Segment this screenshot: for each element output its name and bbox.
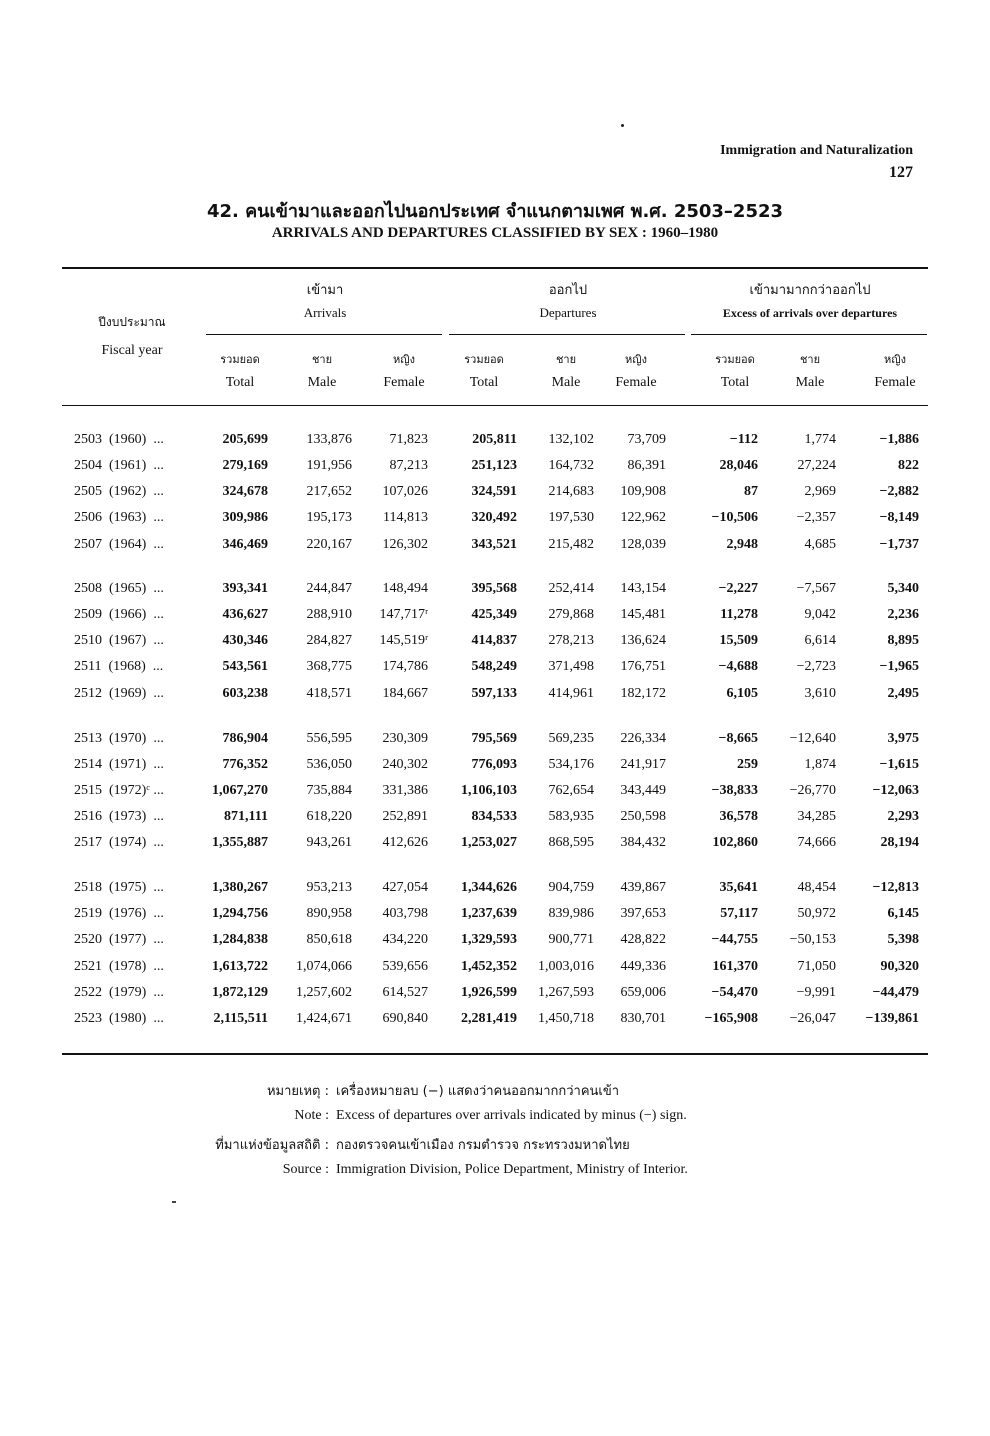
table-cell: 145,481 <box>620 607 666 622</box>
fiscal-year-label: 2514 (1971) ... <box>74 757 164 772</box>
table-cell: 735,884 <box>306 783 352 798</box>
table-cell: 1,067,270 <box>212 783 268 798</box>
table-cell: 5,398 <box>887 932 919 947</box>
table-cell: 397,653 <box>620 906 666 921</box>
table-cell: 776,093 <box>471 757 517 772</box>
table-cell: 6,145 <box>887 906 919 921</box>
table-cell: 536,050 <box>306 757 352 772</box>
fiscal-year-label: 2523 (1980) ... <box>74 1011 164 1026</box>
table-cell: 174,786 <box>382 659 428 674</box>
group-header-excess-english: Excess of arrivals over departures <box>722 306 898 320</box>
table-cell: 244,847 <box>306 581 352 596</box>
table-cell: 147,717ʳ <box>379 607 428 622</box>
group-header-arrivals-english: Arrivals <box>303 305 347 320</box>
table-cell: 436,627 <box>222 607 268 622</box>
table-cell: 6,614 <box>804 633 836 648</box>
table-cell: −112 <box>729 432 758 447</box>
table-cell: 136,624 <box>620 633 666 648</box>
table-cell: 133,876 <box>306 432 352 447</box>
table-cell: 569,235 <box>548 731 594 746</box>
table-cell: 943,261 <box>306 835 352 850</box>
table-cell: 2,495 <box>887 686 919 701</box>
table-cell: 403,798 <box>382 906 428 921</box>
table-cell: 393,341 <box>222 581 268 596</box>
table-cell: 583,935 <box>548 809 594 824</box>
table-cell: 90,320 <box>880 959 919 974</box>
table-cell: 371,498 <box>548 659 594 674</box>
table-cell: 1,294,756 <box>212 906 268 921</box>
table-cell: 1,237,639 <box>461 906 517 921</box>
table-cell: 176,751 <box>620 659 666 674</box>
fiscal-year-label: 2516 (1973) ... <box>74 809 164 824</box>
fiscal-year-label: 2506 (1963) ... <box>74 510 164 525</box>
table-cell: −26,047 <box>789 1011 836 1026</box>
table-cell: 548,249 <box>471 659 517 674</box>
table-cell: 2,948 <box>726 537 758 552</box>
table-title-english: ARRIVALS AND DEPARTURES CLASSIFIED BY SEX : 1960–1980 <box>271 225 719 241</box>
table-cell: 50,972 <box>797 906 836 921</box>
table-cell: 1,253,027 <box>461 835 517 850</box>
table-cell: 107,026 <box>382 484 428 499</box>
fiscal-year-label: 2520 (1977) ... <box>74 932 164 947</box>
table-cell: 148,494 <box>382 581 428 596</box>
table-cell: 27,224 <box>797 458 836 473</box>
table-cell: 343,521 <box>471 537 517 552</box>
subcolumn-header-thai: รวมยอด <box>464 353 504 366</box>
table-cell: −165,908 <box>704 1011 758 1026</box>
table-cell: 1,874 <box>804 757 836 772</box>
table-cell: 871,111 <box>224 809 268 824</box>
table-cell: 822 <box>898 458 919 473</box>
table-cell: 35,641 <box>719 880 758 895</box>
table-cell: −10,506 <box>711 510 758 525</box>
table-cell: 251,123 <box>471 458 517 473</box>
note-label: Source : <box>282 1162 329 1177</box>
table-cell: 1,380,267 <box>212 880 268 895</box>
table-cell: 2,236 <box>887 607 919 622</box>
table-cell: −44,755 <box>711 932 758 947</box>
table-cell: 28,046 <box>719 458 758 473</box>
table-cell: 1,267,593 <box>538 985 594 1000</box>
table-cell: 834,533 <box>471 809 517 824</box>
table-cell: 428,822 <box>620 932 666 947</box>
table-cell: 259 <box>737 757 758 772</box>
table-cell: 597,133 <box>471 686 517 701</box>
table-cell: −26,770 <box>789 783 836 798</box>
group-header-arrivals-thai: เข้ามา <box>306 283 344 298</box>
note-text: กองตรวจคนเข้าเมือง กรมตำรวจ กระทรวงมหาดไทย <box>336 1138 630 1153</box>
table-cell: 114,813 <box>383 510 428 525</box>
table-title-thai: 42. คนเข้ามาและออกไปนอกประเทศ จำแนกตามเพศ พ.ศ. 2503–2523 <box>206 201 784 222</box>
note-label: หมายเหตุ : <box>266 1084 329 1099</box>
table-cell: −44,479 <box>872 985 919 1000</box>
group-underline-arrivals <box>206 334 442 335</box>
table-cell: 368,775 <box>306 659 352 674</box>
table-cell: 324,591 <box>471 484 517 499</box>
note-text: เครื่องหมายลบ (−) แสดงว่าคนออกมากกว่าคนเข้า <box>336 1084 620 1099</box>
table-cell: 539,656 <box>382 959 428 974</box>
table-cell: 2,969 <box>804 484 836 499</box>
group-header-departures-english: Departures <box>539 305 597 320</box>
table-cell: 87,213 <box>389 458 428 473</box>
table-cell: 904,759 <box>548 880 594 895</box>
table-cell: 868,595 <box>548 835 594 850</box>
table-cell: 395,568 <box>471 581 517 596</box>
fiscal-year-label: 2513 (1970) ... <box>74 731 164 746</box>
table-cell: 603,238 <box>222 686 268 701</box>
fiscal-year-label: 2508 (1965) ... <box>74 581 164 596</box>
table-cell: 197,530 <box>548 510 594 525</box>
table-cell: 48,454 <box>797 880 836 895</box>
table-cell: 191,956 <box>306 458 352 473</box>
table-cell: 414,961 <box>548 686 594 701</box>
table-cell: 346,469 <box>222 537 268 552</box>
table-cell: 1,450,718 <box>538 1011 594 1026</box>
table-cell: −4,688 <box>718 659 758 674</box>
table-cell: −7,567 <box>796 581 836 596</box>
table-cell: 230,309 <box>382 731 428 746</box>
table-cell: 36,578 <box>719 809 758 824</box>
group-header-excess-thai: เข้ามามากกว่าออกไป <box>749 283 871 298</box>
table-cell: 161,370 <box>712 959 758 974</box>
table-cell: 9,042 <box>804 607 836 622</box>
subcolumn-header-thai: รวมยอด <box>715 353 755 366</box>
table-cell: 776,352 <box>222 757 268 772</box>
table-cell: 331,386 <box>382 783 428 798</box>
table-cell: 74,666 <box>797 835 836 850</box>
table-cell: 690,840 <box>382 1011 428 1026</box>
table-cell: −12,640 <box>789 731 836 746</box>
table-cell: −50,153 <box>789 932 836 947</box>
table-cell: 2,293 <box>887 809 919 824</box>
table-cell: −54,470 <box>711 985 758 1000</box>
table-cell: 205,811 <box>472 432 517 447</box>
table-cell: 850,618 <box>306 932 352 947</box>
fiscal-year-label: 2503 (1960) ... <box>74 432 164 447</box>
header-rule <box>62 405 928 406</box>
table-cell: 412,626 <box>382 835 428 850</box>
subcolumn-header-english: Male <box>551 375 581 390</box>
table-cell: 3,610 <box>804 686 836 701</box>
table-cell: 427,054 <box>382 880 428 895</box>
subcolumn-header-english: Total <box>469 375 499 390</box>
table-cell: 343,449 <box>620 783 666 798</box>
table-cell: 205,699 <box>222 432 268 447</box>
fiscal-year-label: 2505 (1962) ... <box>74 484 164 499</box>
table-cell: 241,917 <box>620 757 666 772</box>
note-label: Note : <box>294 1108 329 1123</box>
table-cell: 220,167 <box>306 537 352 552</box>
table-cell: 288,910 <box>306 607 352 622</box>
fiscal-year-label: 2522 (1979) ... <box>74 985 164 1000</box>
table-cell: −8,665 <box>718 731 758 746</box>
table-cell: 182,172 <box>620 686 666 701</box>
speck-mark <box>621 124 624 127</box>
table-cell: 320,492 <box>471 510 517 525</box>
table-cell: 252,891 <box>382 809 428 824</box>
table-cell: 11,278 <box>720 607 758 622</box>
table-cell: 2,115,511 <box>213 1011 268 1026</box>
subcolumn-header-thai: หญิง <box>625 353 647 366</box>
fiscal-year-label: 2509 (1966) ... <box>74 607 164 622</box>
subcolumn-header-thai: รวมยอด <box>220 353 260 366</box>
table-cell: 1,284,838 <box>212 932 268 947</box>
table-cell: 953,213 <box>306 880 352 895</box>
table-cell: 1,257,602 <box>296 985 352 1000</box>
fiscal-year-label: 2521 (1978) ... <box>74 959 164 974</box>
table-cell: 425,349 <box>471 607 517 622</box>
subcolumn-header-english: Male <box>307 375 337 390</box>
table-cell: 830,701 <box>620 1011 666 1026</box>
table-cell: 414,837 <box>471 633 517 648</box>
table-cell: −12,063 <box>872 783 919 798</box>
table-cell: 324,678 <box>222 484 268 499</box>
table-cell: 250,598 <box>620 809 666 824</box>
table-cell: 430,346 <box>222 633 268 648</box>
table-cell: 87 <box>744 484 758 499</box>
table-cell: 839,986 <box>548 906 594 921</box>
table-cell: 73,709 <box>627 432 666 447</box>
table-cell: 418,571 <box>306 686 352 701</box>
margin-mark <box>172 1201 176 1203</box>
table-cell: 28,194 <box>880 835 919 850</box>
table-cell: 34,285 <box>797 809 836 824</box>
table-cell: 217,652 <box>306 484 352 499</box>
table-cell: 57,117 <box>720 906 758 921</box>
fiscal-year-label: 2512 (1969) ... <box>74 686 164 701</box>
table-cell: 1,003,016 <box>538 959 594 974</box>
table-cell: 659,006 <box>620 985 666 1000</box>
stub-header-thai: ปีงบประมาณ <box>98 315 166 329</box>
table-cell: −2,882 <box>879 484 919 499</box>
table-cell: 215,482 <box>548 537 594 552</box>
note-text: Excess of departures over arrivals indicated by minus (−) sign. <box>336 1108 687 1123</box>
fiscal-year-label: 2519 (1976) ... <box>74 906 164 921</box>
table-cell: 1,613,722 <box>212 959 268 974</box>
table-cell: 71,823 <box>389 432 428 447</box>
subcolumn-header-english: Female <box>383 375 425 390</box>
table-cell: 2,281,419 <box>461 1011 517 1026</box>
table-cell: 240,302 <box>382 757 428 772</box>
table-cell: 439,867 <box>620 880 666 895</box>
bottom-rule <box>62 1053 928 1055</box>
table-cell: 1,329,593 <box>461 932 517 947</box>
table-cell: 1,926,599 <box>461 985 517 1000</box>
table-cell: 1,106,103 <box>461 783 517 798</box>
table-cell: −1,615 <box>879 757 919 772</box>
group-underline-departures <box>449 334 685 335</box>
table-cell: 434,220 <box>382 932 428 947</box>
table-cell: 1,774 <box>804 432 836 447</box>
table-cell: −2,723 <box>796 659 836 674</box>
table-cell: 279,169 <box>222 458 268 473</box>
table-cell: −2,357 <box>796 510 836 525</box>
table-cell: 5,340 <box>887 581 919 596</box>
table-cell: −1,737 <box>879 537 919 552</box>
subcolumn-header-thai: ชาย <box>555 353 577 366</box>
table-cell: 384,432 <box>620 835 666 850</box>
table-cell: −12,813 <box>872 880 919 895</box>
table-cell: 4,685 <box>804 537 836 552</box>
table-cell: −8,149 <box>879 510 919 525</box>
table-cell: 284,827 <box>306 633 352 648</box>
table-cell: 86,391 <box>627 458 666 473</box>
table-cell: −1,965 <box>879 659 919 674</box>
table-cell: 1,872,129 <box>212 985 268 1000</box>
table-cell: 1,074,066 <box>296 959 352 974</box>
subcolumn-header-thai: ชาย <box>799 353 821 366</box>
top-rule <box>62 267 928 269</box>
table-cell: 614,527 <box>382 985 428 1000</box>
group-underline-excess <box>691 334 927 335</box>
table-cell: 618,220 <box>306 809 352 824</box>
table-cell: 1,355,887 <box>212 835 268 850</box>
table-cell: 122,962 <box>620 510 666 525</box>
table-cell: 543,561 <box>222 659 268 674</box>
fiscal-year-label: 2517 (1974) ... <box>74 835 164 850</box>
table-cell: 6,105 <box>726 686 758 701</box>
table-cell: 128,039 <box>620 537 666 552</box>
table-cell: 226,334 <box>620 731 666 746</box>
table-cell: 3,975 <box>887 731 919 746</box>
subcolumn-header-english: Female <box>615 375 657 390</box>
table-cell: 164,732 <box>548 458 594 473</box>
section-title: Immigration and Naturalization <box>720 143 913 158</box>
table-cell: 279,868 <box>548 607 594 622</box>
stub-header-english: Fiscal year <box>101 343 163 358</box>
table-cell: 214,683 <box>548 484 594 499</box>
subcolumn-header-thai: ชาย <box>311 353 333 366</box>
table-cell: 1,452,352 <box>461 959 517 974</box>
subcolumn-header-thai: หญิง <box>884 353 906 366</box>
table-cell: 900,771 <box>548 932 594 947</box>
table-cell: 8,895 <box>887 633 919 648</box>
fiscal-year-label: 2511 (1968) ... <box>74 659 164 674</box>
table-cell: 556,595 <box>306 731 352 746</box>
table-cell: 145,519ʳ <box>379 633 428 648</box>
table-cell: 109,908 <box>620 484 666 499</box>
subcolumn-header-thai: หญิง <box>393 353 415 366</box>
note-label: ที่มาแห่งข้อมูลสถิติ : <box>215 1138 329 1153</box>
table-cell: 786,904 <box>222 731 268 746</box>
table-cell: 1,424,671 <box>296 1011 352 1026</box>
fiscal-year-label: 2504 (1961) ... <box>74 458 164 473</box>
table-cell: 449,336 <box>620 959 666 974</box>
page-number: 127 <box>889 164 913 181</box>
table-cell: 890,958 <box>306 906 352 921</box>
table-cell: −139,861 <box>865 1011 919 1026</box>
table-cell: 278,213 <box>548 633 594 648</box>
note-text: Immigration Division, Police Department, Ministry of Interior. <box>336 1162 688 1177</box>
table-cell: −38,833 <box>711 783 758 798</box>
subcolumn-header-english: Male <box>795 375 825 390</box>
table-cell: −9,991 <box>796 985 836 1000</box>
table-cell: 309,986 <box>222 510 268 525</box>
subcolumn-header-english: Total <box>225 375 255 390</box>
table-cell: −2,227 <box>718 581 758 596</box>
table-cell: 1,344,626 <box>461 880 517 895</box>
subcolumn-header-english: Total <box>720 375 750 390</box>
table-cell: 132,102 <box>548 432 594 447</box>
table-cell: 184,667 <box>382 686 428 701</box>
table-cell: 143,154 <box>620 581 666 596</box>
table-cell: 71,050 <box>797 959 836 974</box>
table-cell: 534,176 <box>548 757 594 772</box>
fiscal-year-label: 2515 (1972)ᶜ ... <box>74 783 164 798</box>
table-cell: 252,414 <box>548 581 594 596</box>
table-cell: 126,302 <box>382 537 428 552</box>
group-header-departures-thai: ออกไป <box>548 283 588 298</box>
table-cell: 102,860 <box>712 835 758 850</box>
table-cell: 15,509 <box>719 633 758 648</box>
table-cell: 795,569 <box>471 731 517 746</box>
fiscal-year-label: 2507 (1964) ... <box>74 537 164 552</box>
table-cell: −1,886 <box>879 432 919 447</box>
table-cell: 195,173 <box>306 510 352 525</box>
subcolumn-header-english: Female <box>874 375 916 390</box>
fiscal-year-label: 2518 (1975) ... <box>74 880 164 895</box>
table-cell: 762,654 <box>548 783 594 798</box>
fiscal-year-label: 2510 (1967) ... <box>74 633 164 648</box>
